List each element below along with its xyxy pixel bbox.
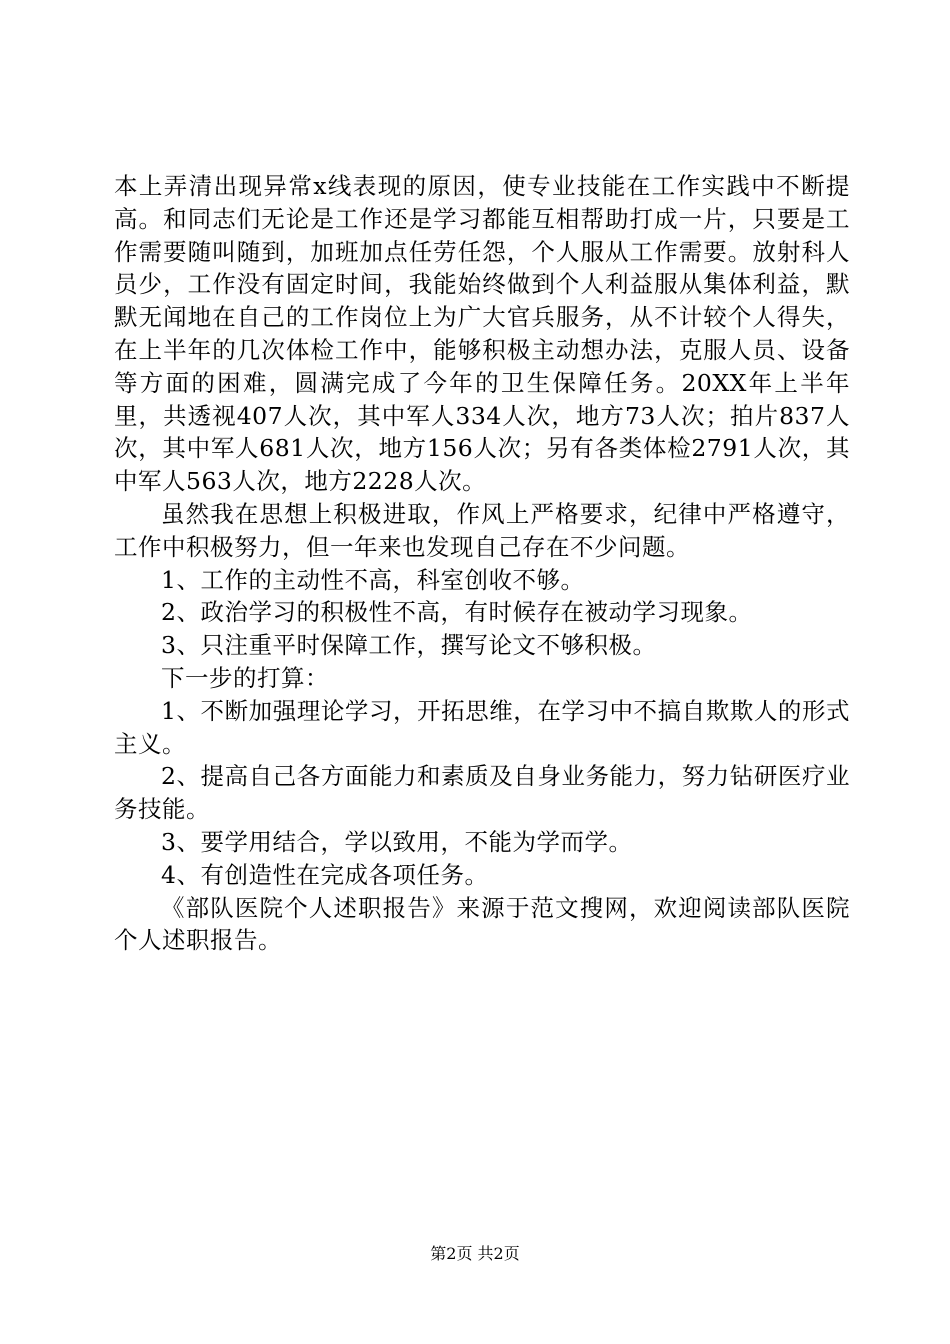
list-item-problem-3: 3、只注重平时保障工作，撰写论文不够积极。 [161, 631, 657, 660]
paragraph-source-note: 《部队医院个人述职报告》来源于范文搜网，欢迎阅读部队医院个人述职报告。 [114, 893, 850, 955]
list-item-plan-4: 4、有创造性在完成各项任务。 [161, 860, 489, 889]
list-item-plan-2: 2、提高自己各方面能力和素质及自身业务能力，努力钻研医疗业务技能。 [114, 762, 850, 824]
paragraph-continuation: 本上弄清出现异常x线表现的原因，使专业技能在工作实践中不断提高。和同志们无论是工作还是学习都能互相帮助打成一片，只要是工作需要随叫随到，加班加点任劳任怨，个人服从工作需要。放射科人员少，工作没有固定时间，我能始终做到个人利益服从集体利益，默默无闻地在自己的工作岗位上为广大官兵服务，从不计较个人得失，在上半年的几次体检工作中，能够积极主动想办法，克服人员、设备等方面的困难，圆满完成了今年的卫生保障任务。20XX年上半年里，共透视407人次，其中军人334人次，地方73人次；拍片837人次，其中军人681人次，地方156人次；另有各类体检2791人次，其中军人563人次，地方2228人次。 [114, 172, 850, 496]
list-item-plan-3: 3、要学用结合，学以致用，不能为学而学。 [161, 827, 633, 856]
paragraph-problems-intro: 虽然我在思想上积极进取，作风上严格要求，纪律中严格遵守，工作中积极努力，但一年来也发现自己存在不少问题。 [114, 499, 850, 561]
list-item-plan-1: 1、不断加强理论学习，开拓思维，在学习中不搞自欺欺人的形式主义。 [114, 696, 850, 758]
document-body [114, 170, 850, 957]
list-item-problem-1: 1、工作的主动性不高，科室创收不够。 [161, 565, 585, 594]
page-number-footer: 第2页 共2页 [430, 1244, 520, 1263]
list-item-problem-2: 2、政治学习的积极性不高，有时候存在被动学习现象。 [161, 598, 753, 627]
section-heading-next-steps: 下一步的打算： [161, 663, 329, 692]
